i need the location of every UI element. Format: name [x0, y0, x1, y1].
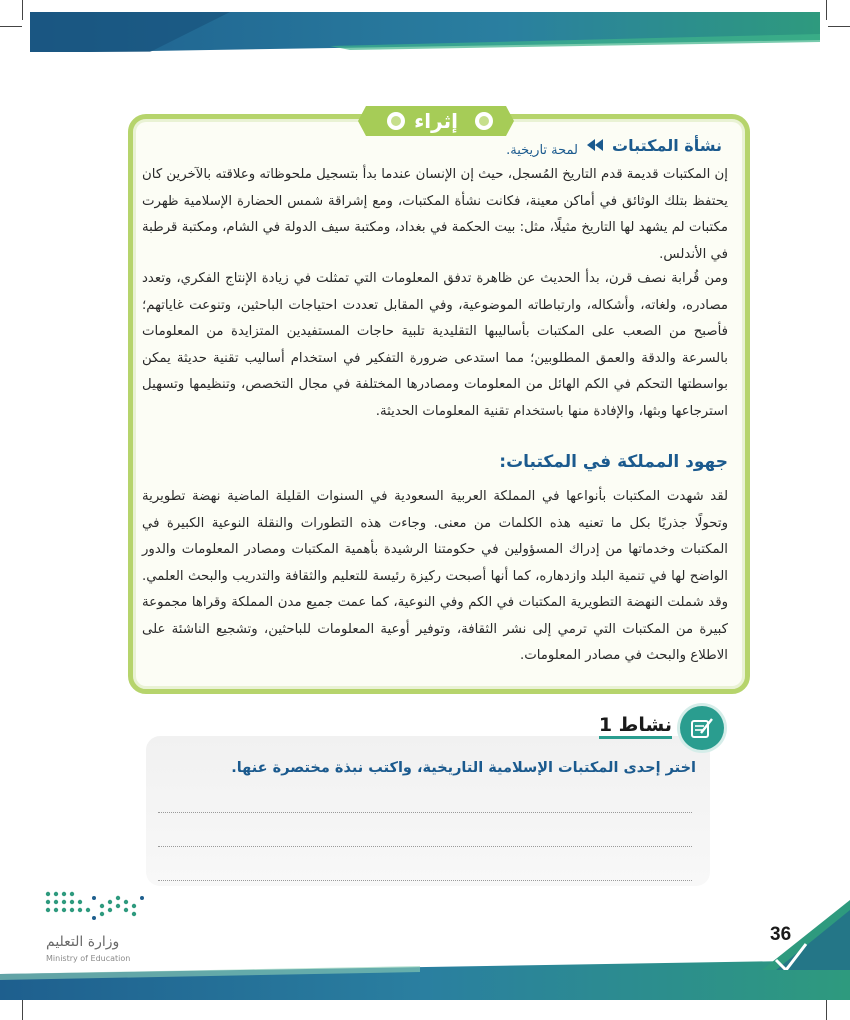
- crop-mark: [22, 0, 23, 20]
- activity-question: اختر إحدى المكتبات الإسلامية التاريخية، واكتب نبذة مختصرة عنها.: [231, 760, 696, 776]
- answer-line[interactable]: [158, 880, 692, 881]
- enrichment-banner-label: إثراء: [414, 109, 458, 133]
- activity-label: [599, 714, 672, 736]
- footer-band: [0, 960, 850, 1000]
- section1-heading: [142, 130, 722, 160]
- paragraph-information-flow: ومن قُرابة نصف قرن، بدأ الحديث عن ظاهرة تدفق المعلومات التي تمثلت في زيادة الإنتاج الفكري، وتعدد مصادره، ولغاته، وأشكاله، وارتباطاته الموضوعية، وفي المقابل تعددت احتياجات الباحثين، وتنوعت غاياتهم؛ فأصبح من الصعب على المكتبات بأساليبها التقليدية تلبية حاجات المستفيدين المتزايدة من المعلومات بالسرعة والدقة والعمق المطلوبين؛ مما استدعى ضرورة التفكير في استخدام أساليب تقنية حديثة يمكن بواسطتها التحكم في الكم الهائل من المعلومات ومصادرها المختلفة في مجال التخصص، وتنظيمها وتسهيل استرجاعها وبثها، والإفادة منها باستخدام تقنية المعلومات الحديثة.: [142, 271, 728, 419]
- notebook-pen-icon: [680, 706, 724, 750]
- activity-header: [560, 706, 730, 750]
- crop-mark: [828, 26, 850, 27]
- page-corner-icon: [742, 900, 850, 970]
- answer-line[interactable]: [158, 812, 692, 813]
- answer-line[interactable]: [158, 846, 692, 847]
- ministry-name-arabic: وزارة التعليم: [46, 934, 120, 950]
- crop-mark: [826, 0, 827, 20]
- crop-mark: [826, 1000, 827, 1020]
- header-band: [30, 12, 820, 52]
- page-number: 36: [770, 924, 792, 945]
- ministry-name-english: Ministry of Education: [46, 954, 131, 963]
- section2-title: جهود المملكة في المكتبات:: [499, 452, 728, 472]
- activity-label-text: نشاط 1: [599, 714, 672, 739]
- crop-mark: [22, 1000, 23, 1020]
- crop-mark: [0, 26, 22, 27]
- paragraph-history: إن المكتبات قديمة قدم التاريخ المُسجل، حيث إن الإنسان عندما بدأ بتسجيل ملحوظاته وعلاقته بالآخرين كان يحتفظ بتلك الوثائق في أماكن معينة، فكانت نشأة المكتبات، ومع إشراقة شمس الحضارة الإسلامية ظهرت مكتبات لم يشهد لها التاريخ مثيلًا، مثل: بيت الحكمة في بغداد، ومكتبة سيف الدولة في الشام، ومكتبة قرطبة في الأندلس.: [142, 167, 728, 262]
- paragraph-kingdom-efforts: لقد شهدت المكتبات بأنواعها في المملكة العربية السعودية في السنوات القليلة الماضية نهضة تطويرية وتحولًا جذريًا بكل ما تعنيه هذه الكلمات من معنى. وجاءت هذه التطورات والنقلة النوعية الكبيرة في المكتبات وخدماتها من إدراك المسؤولين في حكومتنا الرشيدة بأهمية المكتبات ومصادر المعلومات والدور الواضح لها في تنمية البلد وازدهاره، كما أنها أصبحت ركيزة رئيسة للتعليم والثقافة والتدريب والبحث العلمي. وقد شملت النهضة التطويرية المكتبات في الكم وفي النوعية، كما عمت جميع مدن المملكة وقراها مجموعة كبيرة من المكتبات التي ترمي إلى نشر الثقافة، وتوفير أوعية المعلومات للباحثين، وتشجيع الناشئة على الاطلاع والبحث في مصادر المعلومات.: [142, 489, 728, 663]
- double-arrow-icon: [586, 138, 604, 152]
- activity-box: [146, 736, 710, 886]
- section1-title: نشأة المكتبات: [612, 135, 722, 155]
- section1-subtitle: لمحة تاريخية.: [506, 142, 579, 158]
